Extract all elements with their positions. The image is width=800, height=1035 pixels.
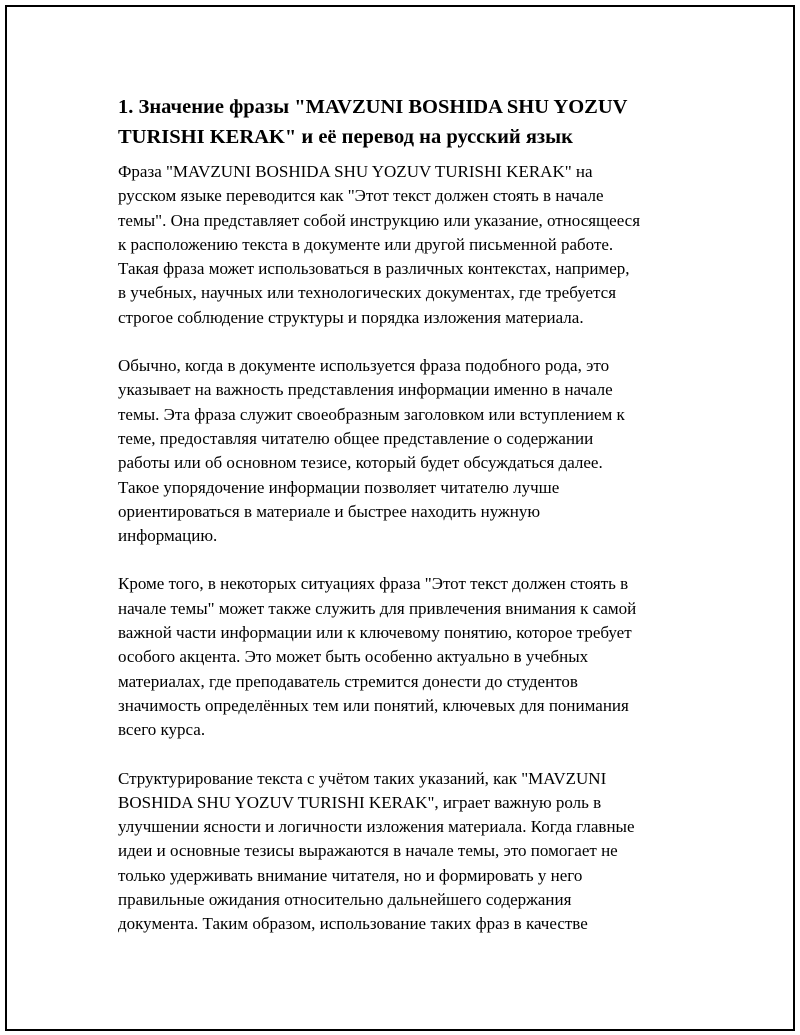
paragraph-4: Структурирование текста с учётом таких указаний, как "MAVZUNI BOSHIDA SHU YOZUV TURISHI KERAK", играет важную роль в улучшении ясности и логичности изложения материала. Когда главные идеи и основные тезисы выражаются в начале темы, это помогает не только удерживать внимание читателя, но и формировать у него правильные ожидания относительно дальнейшего содержания документа. Таким образом, использование таких фраз в качестве (118, 768, 635, 934)
paragraph-1: Фраза "MAVZUNI BOSHIDA SHU YOZUV TURISHI KERAK" на русском языке переводится как "Этот текст должен стоять в начале темы". Она представляет собой инструкцию или указание, относящееся к расположению текста в документе или другой письменной работе. Такая фраза может использоваться в различных контекстах, например, в учебных, научных или технологических документах, где требуется строгое соблюдение структуры и порядка изложения материала. (118, 162, 641, 327)
paragraph-2: Обычно, когда в документе используется фраза подобного рода, это указывает на важность представления информации именно в начале темы. Эта фраза служит своеобразным заголовком или вступлением к теме, предоставляя читателю общее представление о содержании работы или об основном тезисе, который будет обсуждаться далее. Такое упорядочение информации позволяет читателю лучше ориентироваться в материале и быстрее находить нужную информацию. (118, 356, 625, 546)
paragraph-3: Кроме того, в некоторых ситуациях фраза "Этот текст должен стоять в начале темы" может также служить для привлечения внимания к самой важной части информации или к ключевому понятию, которое требует особого акцента. Это может быть особенно актуально в учебных материалах, где преподаватель стремится донести до студентов значимость определённых тем или понятий, ключевых для понимания всего курса. (118, 574, 637, 740)
section-heading: 1. Значение фразы "MAVZUNI BOSHIDA SHU YOZUV TURISHI KERAK" и её перевод на русский язык (118, 96, 628, 148)
document-body (118, 92, 690, 961)
